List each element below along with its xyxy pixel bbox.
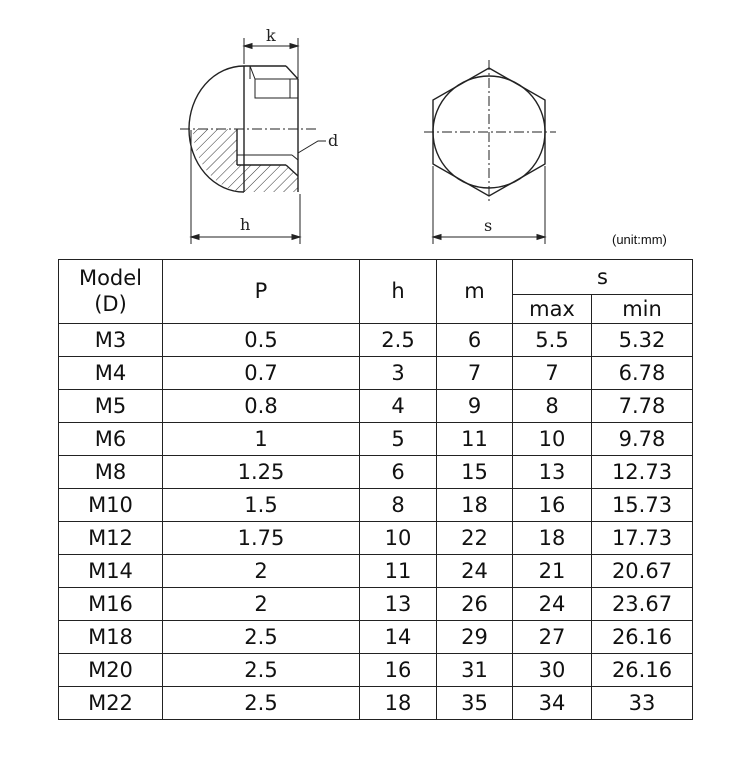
table-row <box>59 588 693 621</box>
cell-s-max: 10 <box>513 423 592 456</box>
cell-s-min: 26.16 <box>592 621 693 654</box>
cell-s-min: 33 <box>592 687 693 720</box>
cell-s-min: 17.73 <box>592 522 693 555</box>
cell-s-max: 30 <box>513 654 592 687</box>
cell-p: 1 <box>163 423 360 456</box>
cell-h: 16 <box>360 654 437 687</box>
cell-s-min: 23.67 <box>592 588 693 621</box>
table-row <box>59 357 693 390</box>
cell-p: 0.5 <box>163 324 360 357</box>
cell-s-min: 9.78 <box>592 423 693 456</box>
cell-p: 2.5 <box>163 687 360 720</box>
cell-m: 26 <box>437 588 513 621</box>
cell-model: M4 <box>59 357 163 390</box>
cell-h: 11 <box>360 555 437 588</box>
cell-model: M10 <box>59 489 163 522</box>
header-model-line2: (D) <box>94 291 127 316</box>
cell-model: M3 <box>59 324 163 357</box>
cell-s-max: 34 <box>513 687 592 720</box>
label-d: d <box>328 131 339 150</box>
cell-p: 0.8 <box>163 390 360 423</box>
cell-m: 9 <box>437 390 513 423</box>
cell-m: 15 <box>437 456 513 489</box>
cell-s-min: 26.16 <box>592 654 693 687</box>
unit-note: (unit:mm) <box>612 232 667 247</box>
cell-model: M14 <box>59 555 163 588</box>
table-row <box>59 522 693 555</box>
cell-model: M16 <box>59 588 163 621</box>
table-row <box>59 687 693 720</box>
cell-p: 2.5 <box>163 654 360 687</box>
header-p: P <box>163 260 360 324</box>
spec-table <box>58 259 693 720</box>
cell-m: 7 <box>437 357 513 390</box>
cell-h: 8 <box>360 489 437 522</box>
label-k: k <box>266 26 276 45</box>
cell-s-max: 5.5 <box>513 324 592 357</box>
table-row <box>59 489 693 522</box>
cell-s-max: 27 <box>513 621 592 654</box>
cell-s-min: 12.73 <box>592 456 693 489</box>
cell-h: 18 <box>360 687 437 720</box>
table-row <box>59 423 693 456</box>
cell-h: 3 <box>360 357 437 390</box>
cell-m: 22 <box>437 522 513 555</box>
top-view-drawing <box>424 60 556 204</box>
header-model-line1: Model <box>78 266 143 291</box>
cell-p: 2 <box>163 588 360 621</box>
cell-h: 5 <box>360 423 437 456</box>
cell-model: M12 <box>59 522 163 555</box>
cell-m: 18 <box>437 489 513 522</box>
cell-m: 35 <box>437 687 513 720</box>
label-h: h <box>240 215 251 234</box>
cell-model: M6 <box>59 423 163 456</box>
cell-model: M22 <box>59 687 163 720</box>
cell-m: 29 <box>437 621 513 654</box>
table-row <box>59 621 693 654</box>
cell-m: 24 <box>437 555 513 588</box>
cell-model: M20 <box>59 654 163 687</box>
table-row <box>59 555 693 588</box>
cell-m: 6 <box>437 324 513 357</box>
cell-s-min: 6.78 <box>592 357 693 390</box>
cell-p: 1.25 <box>163 456 360 489</box>
cell-h: 2.5 <box>360 324 437 357</box>
table-row <box>59 654 693 687</box>
cell-s-max: 18 <box>513 522 592 555</box>
header-m: m <box>437 260 513 324</box>
cell-p: 1.5 <box>163 489 360 522</box>
header-s-min: min <box>592 295 693 324</box>
cell-model: M8 <box>59 456 163 489</box>
cell-m: 11 <box>437 423 513 456</box>
header-s-max: max <box>513 295 592 324</box>
header-s: s <box>513 260 693 295</box>
cell-h: 10 <box>360 522 437 555</box>
header-model <box>59 260 163 324</box>
cell-s-max: 7 <box>513 357 592 390</box>
cell-m: 31 <box>437 654 513 687</box>
cell-h: 4 <box>360 390 437 423</box>
cell-s-min: 5.32 <box>592 324 693 357</box>
cell-s-max: 16 <box>513 489 592 522</box>
cell-s-min: 20.67 <box>592 555 693 588</box>
table-row <box>59 324 693 357</box>
cell-p: 1.75 <box>163 522 360 555</box>
cell-p: 2.5 <box>163 621 360 654</box>
cell-s-max: 21 <box>513 555 592 588</box>
header-h: h <box>360 260 437 324</box>
cell-s-max: 8 <box>513 390 592 423</box>
table-row <box>59 456 693 489</box>
label-s: s <box>484 216 493 235</box>
side-view-drawing <box>180 66 326 192</box>
table-row <box>59 390 693 423</box>
cell-s-min: 7.78 <box>592 390 693 423</box>
cell-h: 6 <box>360 456 437 489</box>
cell-p: 2 <box>163 555 360 588</box>
cell-p: 0.7 <box>163 357 360 390</box>
cell-s-min: 15.73 <box>592 489 693 522</box>
technical-drawing <box>0 0 742 258</box>
cell-h: 14 <box>360 621 437 654</box>
cell-model: M5 <box>59 390 163 423</box>
cell-s-max: 13 <box>513 456 592 489</box>
cell-s-max: 24 <box>513 588 592 621</box>
cell-model: M18 <box>59 621 163 654</box>
cell-h: 13 <box>360 588 437 621</box>
